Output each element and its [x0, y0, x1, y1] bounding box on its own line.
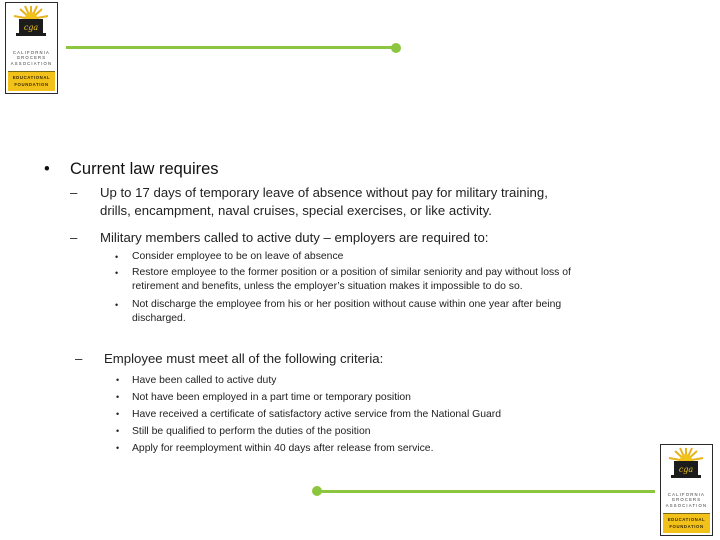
bullet: •: [44, 160, 50, 178]
logo-bottom: [660, 444, 713, 536]
logo-org-name: CALIFORNIA GROCERS ASSOCIATION: [665, 492, 708, 508]
dash-bullet: –: [70, 230, 78, 245]
sub-item-text: Up to 17 days of temporary leave of absence without pay for military training,: [100, 185, 548, 200]
sub-item-text: drills, encampment, naval cruises, special exercises, or like activity.: [100, 203, 492, 218]
slide-heading: Current law requires: [70, 160, 219, 178]
logo-org-name: CALIFORNIA GROCERS ASSOCIATION: [10, 50, 53, 66]
dash-bullet: –: [70, 185, 78, 200]
logo-emblem: [6, 3, 57, 50]
sunburst-laptop-icon: [6, 3, 56, 50]
sub-item-text: Employee must meet all of the following criteria:: [104, 351, 384, 366]
logo-emblem: [661, 445, 712, 492]
top-divider-dot: [391, 43, 401, 53]
top-divider: [66, 46, 396, 49]
logo-top: [5, 2, 58, 94]
logo-foundation-label: EDUCATIONAL FOUNDATION: [8, 71, 55, 91]
svg-text:cga: cga: [23, 23, 39, 32]
dash-bullet: –: [75, 351, 83, 366]
sub-item-text: Military members called to active duty – employers are required to:: [100, 230, 489, 245]
logo-foundation-label: EDUCATIONAL FOUNDATION: [663, 513, 710, 533]
svg-text:cga: cga: [678, 465, 694, 474]
bottom-divider: [317, 490, 655, 493]
sunburst-laptop-icon: [661, 445, 711, 492]
